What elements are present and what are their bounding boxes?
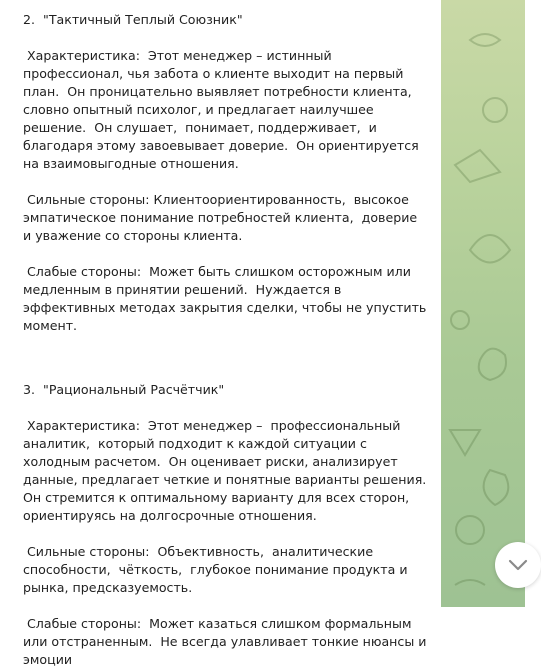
chevron-down-icon xyxy=(508,559,528,571)
section-paragraph: Слабые стороны: Может быть слишком осторожным или медленным в принятии решений. Нуждается в эффективных методах закрытия сделки, чтобы не упустить момент. xyxy=(23,264,431,333)
section-heading: 2. "Тактичный Теплый Союзник" xyxy=(23,12,243,27)
section-paragraph: Характеристика: Этот менеджер – истинный профессионал, чья забота о клиенте выходит на первый план. Он проницательно выявляет потребности клиента, словно опытный психолог, и предлагает наилучшее решение. Он слушает, понимает, поддерживает, и благодаря этому завоевывает доверие. Он ориентируется на взаимовыгодные отношения. xyxy=(23,48,423,171)
section-paragraph: Слабые стороны: Может казаться слишком формальным или отстраненным. Не всегда улавливает тонкие нюансы и эмоции xyxy=(23,616,431,667)
scroll-to-bottom-button[interactable] xyxy=(495,542,541,588)
section-heading: 3. "Рациональный Расчётчик" xyxy=(23,382,225,397)
section-paragraph: Сильные стороны: Клиентоориентированность, высокое эмпатическое понимание потребностей клиента, доверие и уважение со стороны клиента. xyxy=(23,192,422,243)
section-paragraph: Характеристика: Этот менеджер – профессиональный аналитик, который подходит к каждой ситуации с холодным расчетом. Он оценивает риски, анализирует данные, предлагает четкие и понятные варианты решения. Он стремится к оптимальному варианту для всех сторон, ориентируясь на долгосрочные отношения. xyxy=(23,418,435,523)
section-paragraph: Сильные стороны: Объективность, аналитические способности, чёткость, глубокое понимание продукта и рынка, предсказуемость. xyxy=(23,544,412,595)
